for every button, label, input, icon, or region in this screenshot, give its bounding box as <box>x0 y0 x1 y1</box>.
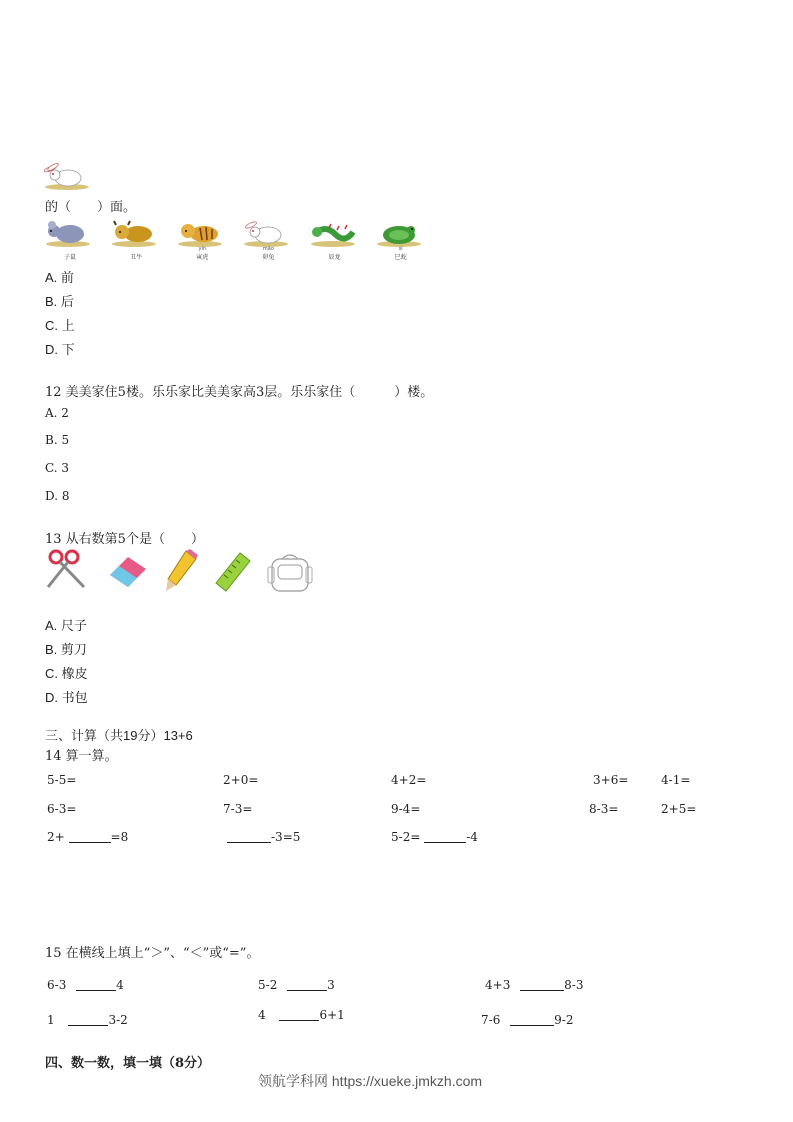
q13-option-b: B. 剪刀 <box>45 642 87 657</box>
q14-r1-c3: 4+2= <box>391 773 427 787</box>
q15-r1-c2: 5-2 3 <box>258 978 335 992</box>
schoolbag-icon <box>268 555 312 591</box>
q13-option-d: D. 书包 <box>45 690 88 705</box>
q14-r2-c1: 6-3= <box>47 802 77 816</box>
ruler-icon <box>216 553 250 591</box>
q12-option-a: A. 2 <box>45 406 69 420</box>
zodiac-tiger: yín 寅虎 <box>176 220 228 260</box>
answer-blank[interactable] <box>424 830 466 843</box>
rabbit-icon <box>44 163 90 191</box>
q14-r1-c4: 3+6= <box>593 773 629 787</box>
answer-blank[interactable] <box>76 978 116 991</box>
eraser-icon <box>110 557 146 587</box>
pencil-icon <box>166 549 198 591</box>
zodiac-rabbit: mǎo 卯兔 <box>242 220 294 260</box>
snake-icon <box>375 220 423 248</box>
q13-option-a: A. 尺子 <box>45 618 87 633</box>
q14-r1-c5: 4-1= <box>661 773 691 787</box>
answer-blank[interactable] <box>227 830 271 843</box>
zodiac-snake: sì 巳蛇 <box>375 220 427 260</box>
q11-option-b: B. 后 <box>45 294 74 309</box>
q14-r2-c3: 9-4= <box>391 802 421 816</box>
q12-option-b: B. 5 <box>45 433 70 447</box>
dragon-icon <box>309 220 357 248</box>
answer-blank[interactable] <box>279 1008 319 1021</box>
q15-r2-c1: 1 3-2 <box>47 1013 128 1027</box>
q12-text: 12 美美家住5楼。乐乐家比美美家高3层。乐乐家住（ ）楼。 <box>45 385 434 400</box>
rabbit-picture <box>44 163 90 195</box>
q15-r2-c3: 7-6 9-2 <box>481 1013 574 1027</box>
q11-option-a: A. 前 <box>45 270 74 285</box>
ox-icon <box>110 220 158 248</box>
q13-option-c: C. 橡皮 <box>45 666 88 681</box>
q13-text: 13 从右数第5个是（ ） <box>45 532 204 547</box>
q12-option-c: C. 3 <box>45 461 70 475</box>
scissors-icon <box>48 551 84 587</box>
mouse-icon <box>44 220 92 248</box>
zodiac-mouse: 子鼠 <box>44 220 96 260</box>
q14-r3-c1: 2+ =8 <box>47 830 129 844</box>
tiger-icon <box>176 220 224 248</box>
section4-title: 四、数一数，填一填（8分） <box>45 1056 211 1071</box>
q14-r2-c4: 8-3= <box>589 802 619 816</box>
zodiac-ox: 丑牛 <box>110 220 162 260</box>
q14-r2-c2: 7-3= <box>223 802 253 816</box>
stationery-row <box>44 549 374 597</box>
rabbit-icon <box>242 220 290 248</box>
q12-option-d: D. 8 <box>45 489 70 503</box>
zodiac-dragon: 辰龙 <box>309 220 361 260</box>
zodiac-row <box>44 220 437 260</box>
q14-r3-c2: -3=5 <box>227 830 300 844</box>
q11-option-d: D. 下 <box>45 342 75 357</box>
answer-blank[interactable] <box>287 978 327 991</box>
answer-blank[interactable] <box>68 1013 108 1026</box>
q11-option-c: C. 上 <box>45 318 75 333</box>
q14-r2-c5: 2+5= <box>661 802 697 816</box>
q14-r1-c2: 2+0= <box>223 773 259 787</box>
q11-suffix: 的（ ）面。 <box>45 200 137 215</box>
answer-blank[interactable] <box>510 1013 554 1026</box>
page-footer: 领航学科网 https://xueke.jmkzh.com <box>258 1073 483 1089</box>
q14-title: 14 算一算。 <box>45 749 118 764</box>
q15-r1-c3: 4+3 8-3 <box>485 978 584 992</box>
q14-r1-c1: 5-5= <box>47 773 77 787</box>
q15-r2-c2: 4 6+1 <box>258 1008 345 1022</box>
q14-r3-c3: 5-2= -4 <box>391 830 478 844</box>
q15-title: 15 在横线上填上“＞”、“＜”或“=”。 <box>45 946 260 961</box>
answer-blank[interactable] <box>520 978 564 991</box>
section3-title: 三、计算（共19分）13+6 <box>45 728 193 743</box>
answer-blank[interactable] <box>69 830 111 843</box>
q15-r1-c1: 6-3 4 <box>47 978 124 992</box>
